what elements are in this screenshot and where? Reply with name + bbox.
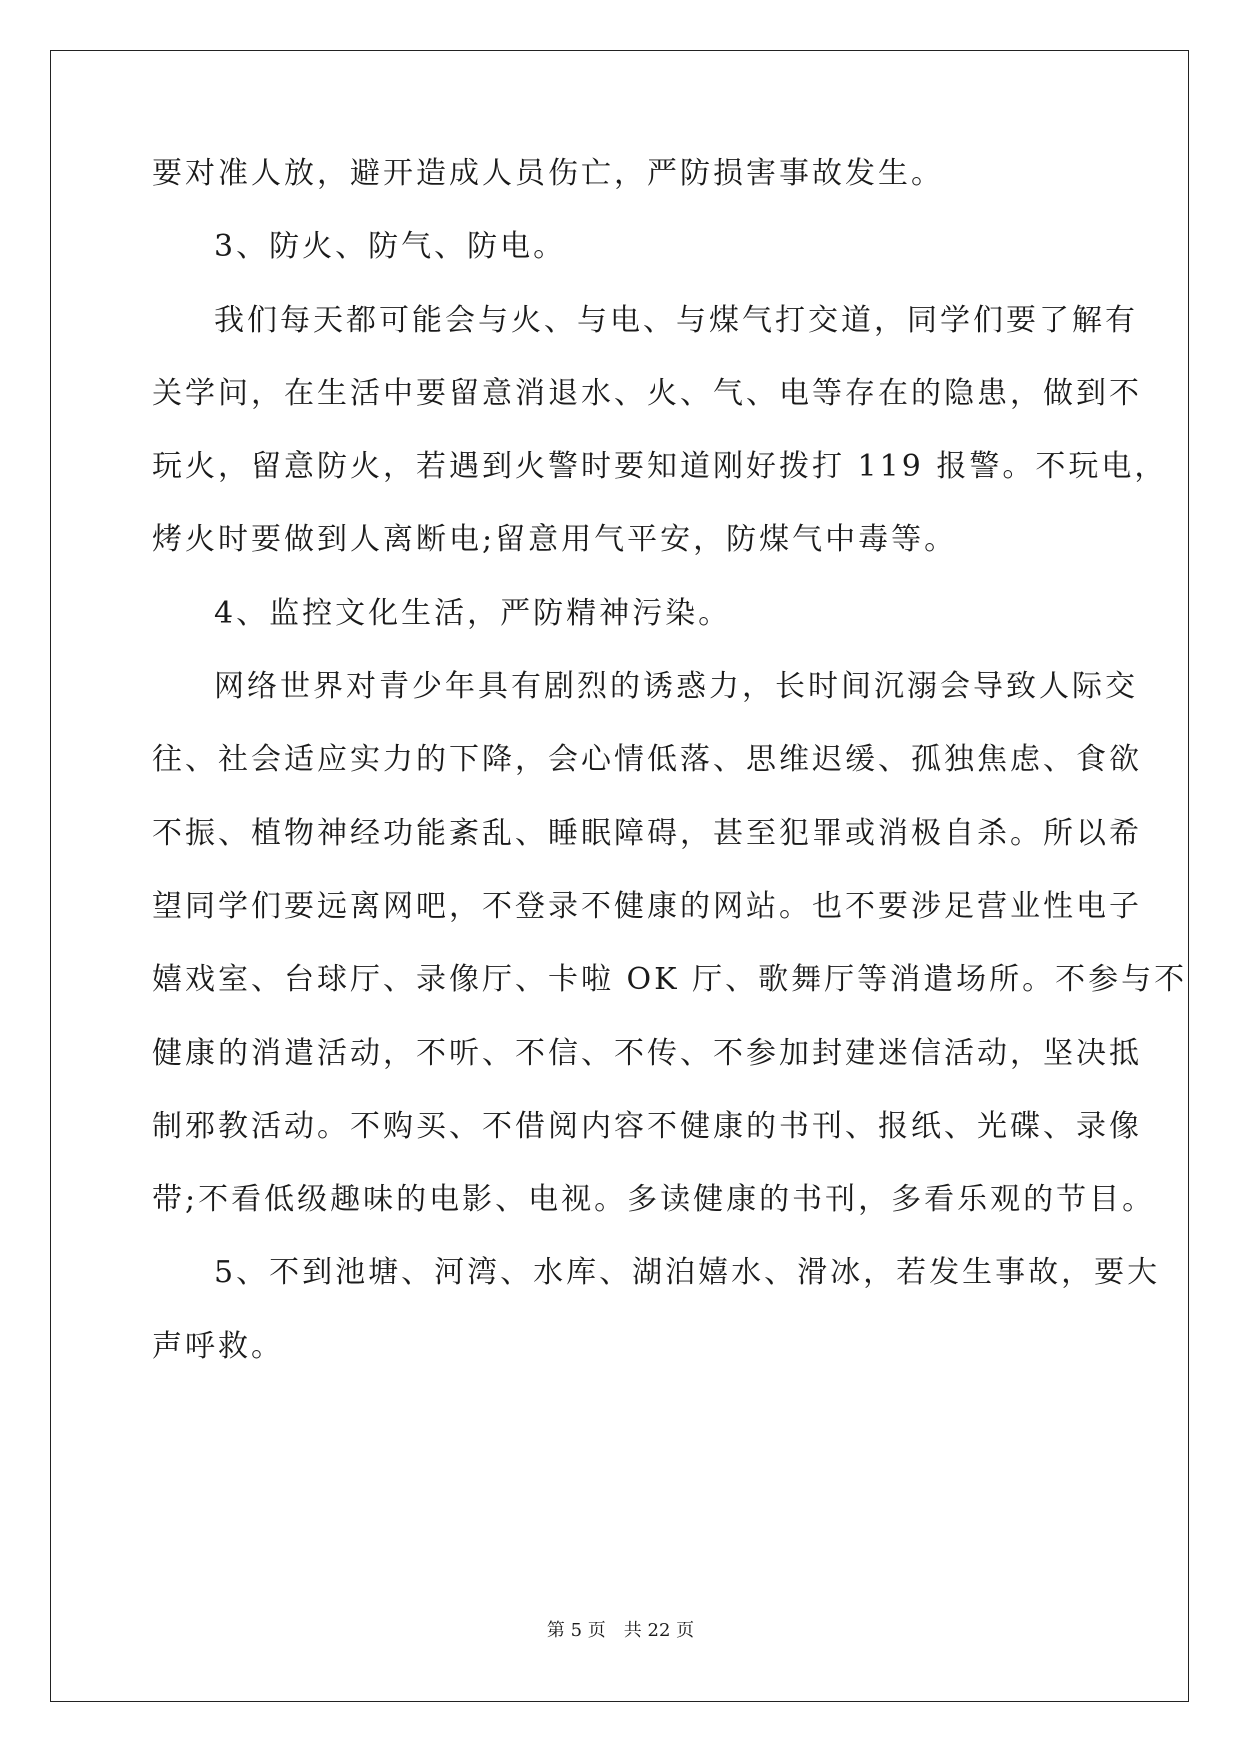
text-line: 我们每天都可能会与火、与电、与煤气打交道，同学们要了解有: [214, 303, 1138, 338]
text-line: 嬉戏室、台球厅、录像厅、卡啦 OK 厅、歌舞厅等消遣场所。不参与不: [152, 962, 1188, 997]
section-heading: 5、不到池塘、河湾、水库、湖泊嬉水、滑冰，若发生事故，要大: [214, 1255, 1161, 1290]
text-line: 要对准人放，避开造成人员伤亡，严防损害事故发生。: [152, 156, 944, 191]
text-line: 望同学们要远离网吧，不登录不健康的网站。也不要涉足营业性电子: [152, 889, 1142, 924]
text-line: 烤火时要做到人离断电;留意用气平安，防煤气中毒等。: [152, 522, 958, 557]
text-line: 健康的消遣活动，不听、不信、不传、不参加封建迷信活动，坚决抵: [152, 1036, 1142, 1071]
text-line: 往、社会适应实力的下降，会心情低落、思维迟缓、孤独焦虑、食欲: [152, 742, 1142, 777]
section-heading: 3、防火、防气、防电。: [214, 229, 567, 264]
text-line: 带;不看低级趣味的电影、电视。多读健康的书刊，多看乐观的节目。: [152, 1182, 1156, 1217]
text-line: 关学问，在生活中要留意消退水、火、气、电等存在的隐患，做到不: [152, 376, 1142, 411]
text-line: 玩火，留意防火，若遇到火警时要知道刚好拨打 119 报警。不玩电，: [152, 449, 1168, 484]
text-line: 网络世界对青少年具有剧烈的诱惑力，长时间沉溺会导致人际交: [214, 669, 1138, 704]
text-line: 制邪教活动。不购买、不借阅内容不健康的书刊、报纸、光碟、录像: [152, 1109, 1142, 1144]
text-line: 不振、植物神经功能紊乱、睡眠障碍，甚至犯罪或消极自杀。所以希: [152, 816, 1142, 851]
section-heading: 4、监控文化生活，严防精神污染。: [214, 596, 732, 631]
page-footer: [0, 1619, 1241, 1643]
text-line: 声呼救。: [152, 1329, 284, 1364]
current-page-number: 第 5 页: [546, 1620, 606, 1641]
total-page-count: 共 22 页: [623, 1620, 695, 1641]
page-border: [50, 50, 1189, 1702]
